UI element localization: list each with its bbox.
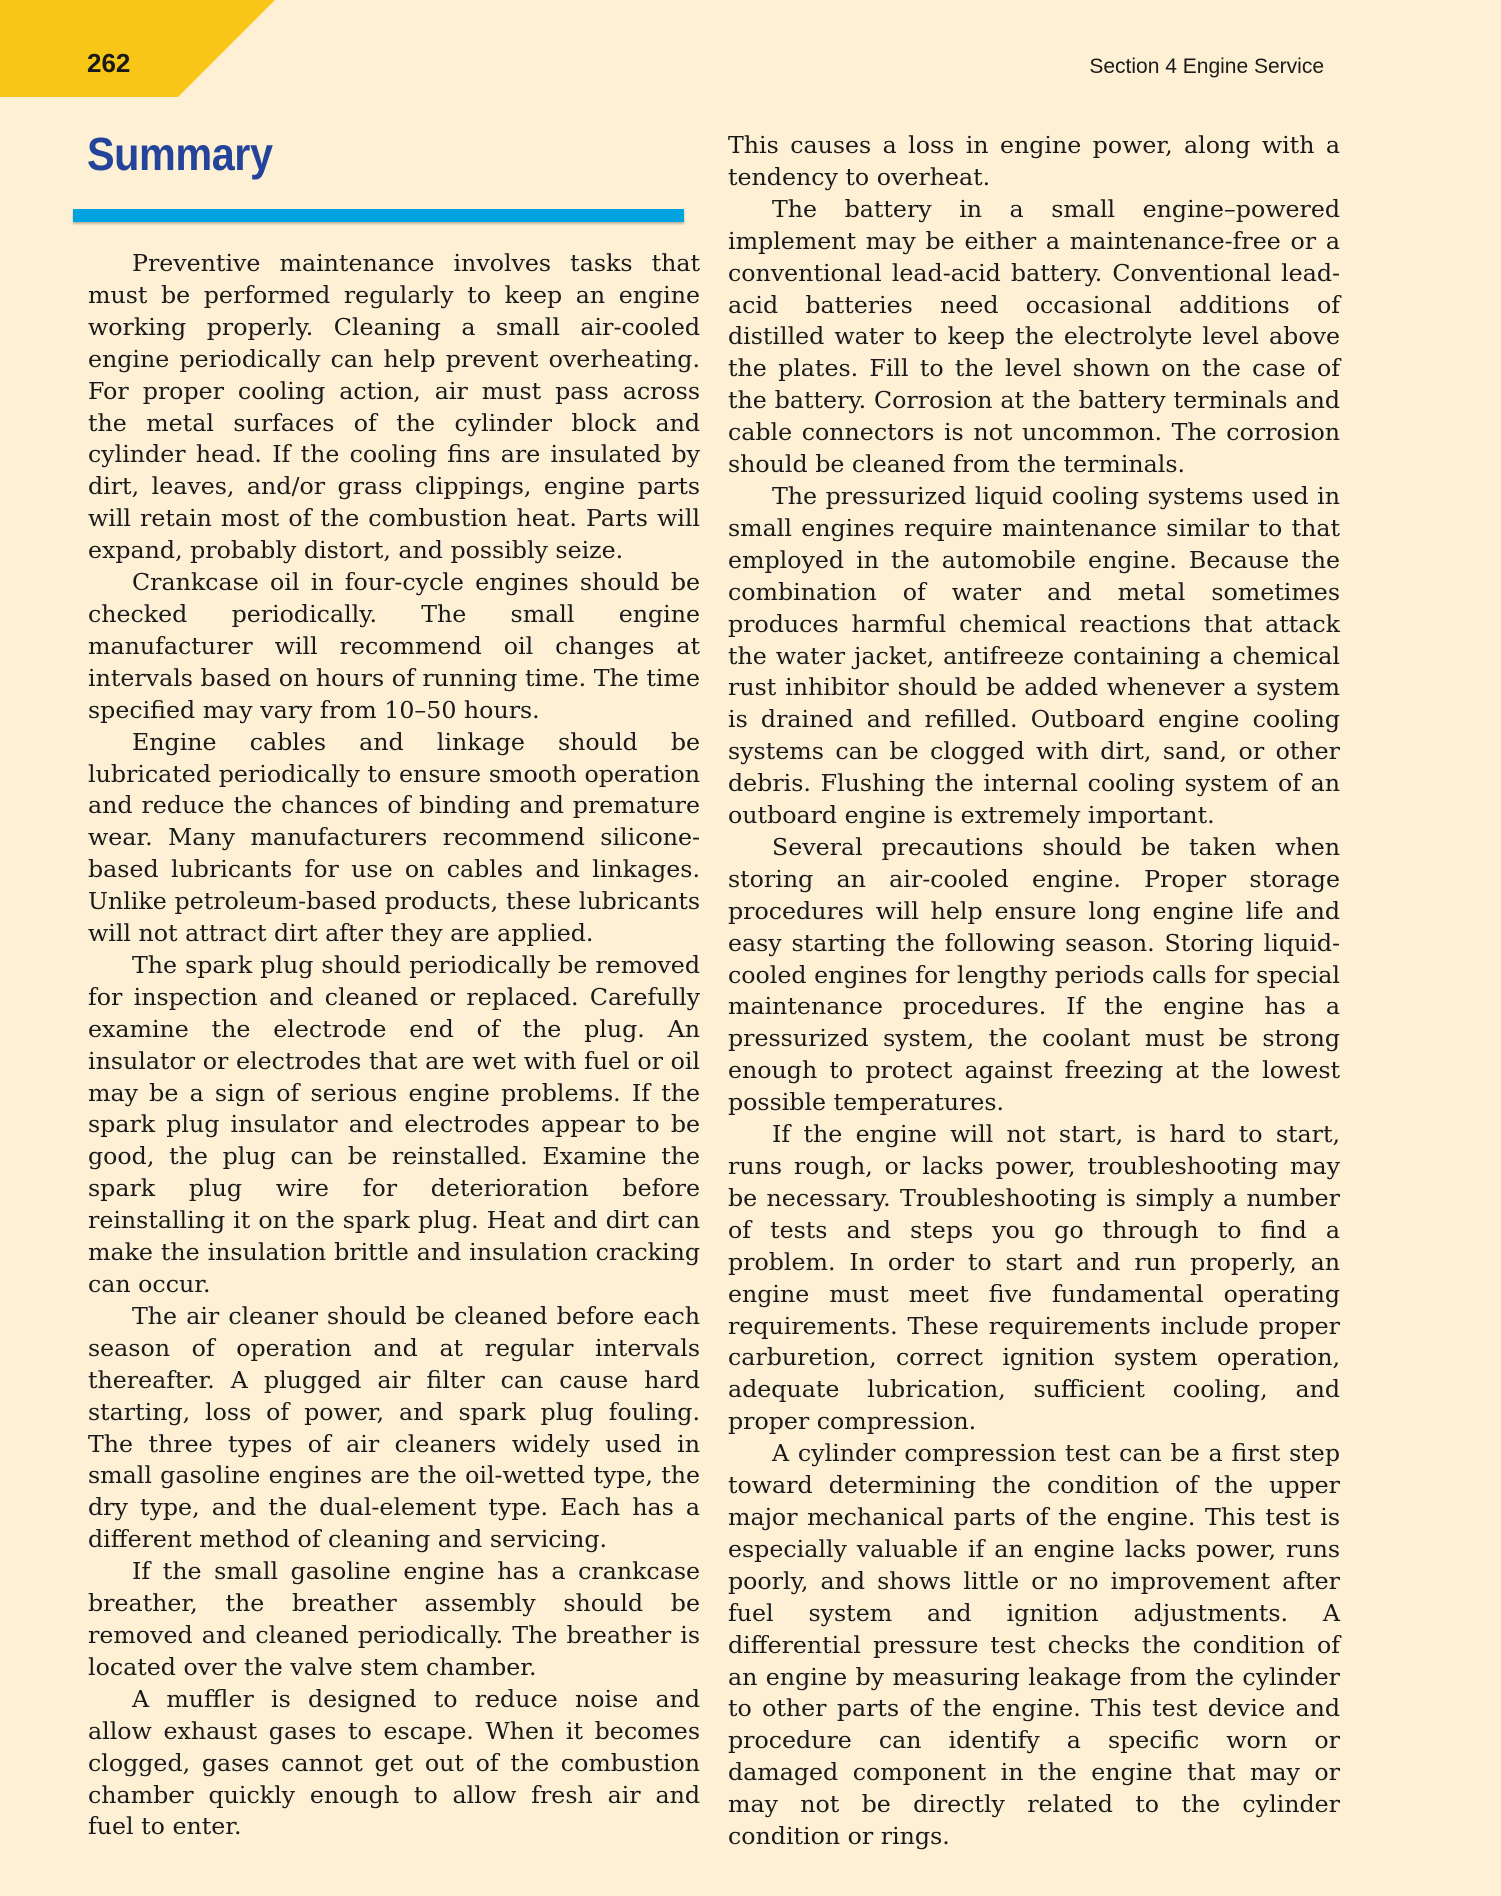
paragraph-muffler-continued: This causes a loss in engine power, along with a tendency to overheat.: [728, 131, 1340, 191]
paragraph-crankcase-breather: If the small gasoline engine has a crankcase breather, the breather assembly should be removed and cleaned periodically. The breather is located over the valve stem chamber.: [88, 1557, 700, 1681]
heading-rule: [73, 209, 684, 222]
paragraph-spark-plug: The spark plug should periodically be removed for inspection and cleaned or replaced. Carefully examine the electrode end of the plug. An insulator or electrodes that are wet with fuel or oil may be a sign of serious engine problems. If the spark plug insulator and electrodes appear to be good, the plug can be reinstalled. Examine the spark plug wire for deterioration before reinstalling it on the spark plug. Heat and dirt can make the insulation brittle and insulation cracking can occur.: [88, 950, 700, 1298]
paragraph-storage: Several precautions should be taken when storing an air-cooled engine. Proper storage procedures will help ensure long engine life and easy starting the following season. Storing liquid-cooled engines for lengthy periods calls for special maintenance procedures. If the engine has a pressurized system, the coolant must be strong enough to protect against freezing at the lowest possible temperatures.: [728, 832, 1340, 1117]
page-number: 262: [87, 48, 131, 78]
left-column: [88, 248, 700, 1843]
paragraph-preventive-maintenance: Preventive maintenance involves tasks that must be performed regularly to keep an engine working properly. Cleaning a small air-cooled engine periodically can help prevent overheating. For proper cooling action, air must pass across the metal surfaces of the cylinder block and cylinder head. If the cooling fins are insulated by dirt, leaves, and/or grass clippings, engine parts will retain most of the combustion heat. Parts will expand, probably distort, and possibly seize.: [88, 249, 700, 565]
paragraph-compression-test: A cylinder compression test can be a first step toward determining the condition of the upper major mechanical parts of the engine. This test is especially valuable if an engine lacks power, runs poorly, and shows little or no improvement after fuel system and ignition adjustments. A differential pressure test checks the condition of an engine by measuring leakage from the cylinder to other parts of the engine. This test device and procedure can identify a specific worn or damaged component in the engine that may or may not be directly related to the cylinder condition or rings.: [728, 1439, 1340, 1851]
paragraph-crankcase-oil: Crankcase oil in four-cycle engines should be checked periodically. The small engine manufacturer will recommend oil changes at intervals based on hours of running time. The time specified may vary from 10–50 hours.: [88, 568, 700, 724]
paragraph-air-cleaner: The air cleaner should be cleaned before each season of operation and at regular intervals thereafter. A plugged air filter can cause hard starting, loss of power, and spark plug fouling. The three types of air cleaners widely used in small gasoline engines are the oil-wetted type, the dry type, and the dual-element type. Each has a different method of cleaning and servicing.: [88, 1301, 700, 1554]
paragraph-battery: The battery in a small engine–powered implement may be either a maintenance-free or a conventional lead-acid battery. Conventional lead-acid batteries need occasional additions of distilled water to keep the electrolyte level above the plates. Fill to the level shown on the case of the battery. Corrosion at the battery terminals and cable connectors is not uncommon. The corrosion should be cleaned from the terminals.: [728, 194, 1340, 479]
paragraph-troubleshooting: If the engine will not start, is hard to start, runs rough, or lacks power, troubleshooting may be necessary. Troubleshooting is simply a number of tests and steps you go through to find a problem. In order to start and run properly, an engine must meet five fundamental operating requirements. These requirements include proper carburetion, correct ignition system operation, adequate lubrication, sufficient cooling, and proper compression.: [728, 1120, 1340, 1436]
paragraph-muffler: A muffler is designed to reduce noise and allow exhaust gases to escape. When it becomes clogged, gases cannot get out of the combustion chamber quickly enough to allow fresh air and fuel to enter.: [88, 1684, 700, 1841]
right-column: [728, 130, 1340, 1853]
paragraph-cables-linkage: Engine cables and linkage should be lubricated periodically to ensure smooth operation and reduce the chances of binding and premature wear. Many manufacturers recommend silicone-based lubricants for use on cables and linkages. Unlike petroleum-based products, these lubricants will not attract dirt after they are applied.: [88, 727, 700, 948]
summary-heading: Summary: [87, 128, 273, 180]
page-number-tab: [0, 0, 275, 97]
running-head: Section 4 Engine Service: [1089, 55, 1324, 78]
paragraph-liquid-cooling: The pressurized liquid cooling systems used in small engines require maintenance similar to that employed in the automobile engine. Because the combination of water and metal sometimes produces harmful chemical reactions that attack the water jacket, antifreeze containing a chemical rust inhibitor should be added whenever a system is drained and refilled. Outboard engine cooling systems can be clogged with dirt, sand, or other debris. Flushing the internal cooling system of an outboard engine is extremely important.: [728, 481, 1340, 830]
